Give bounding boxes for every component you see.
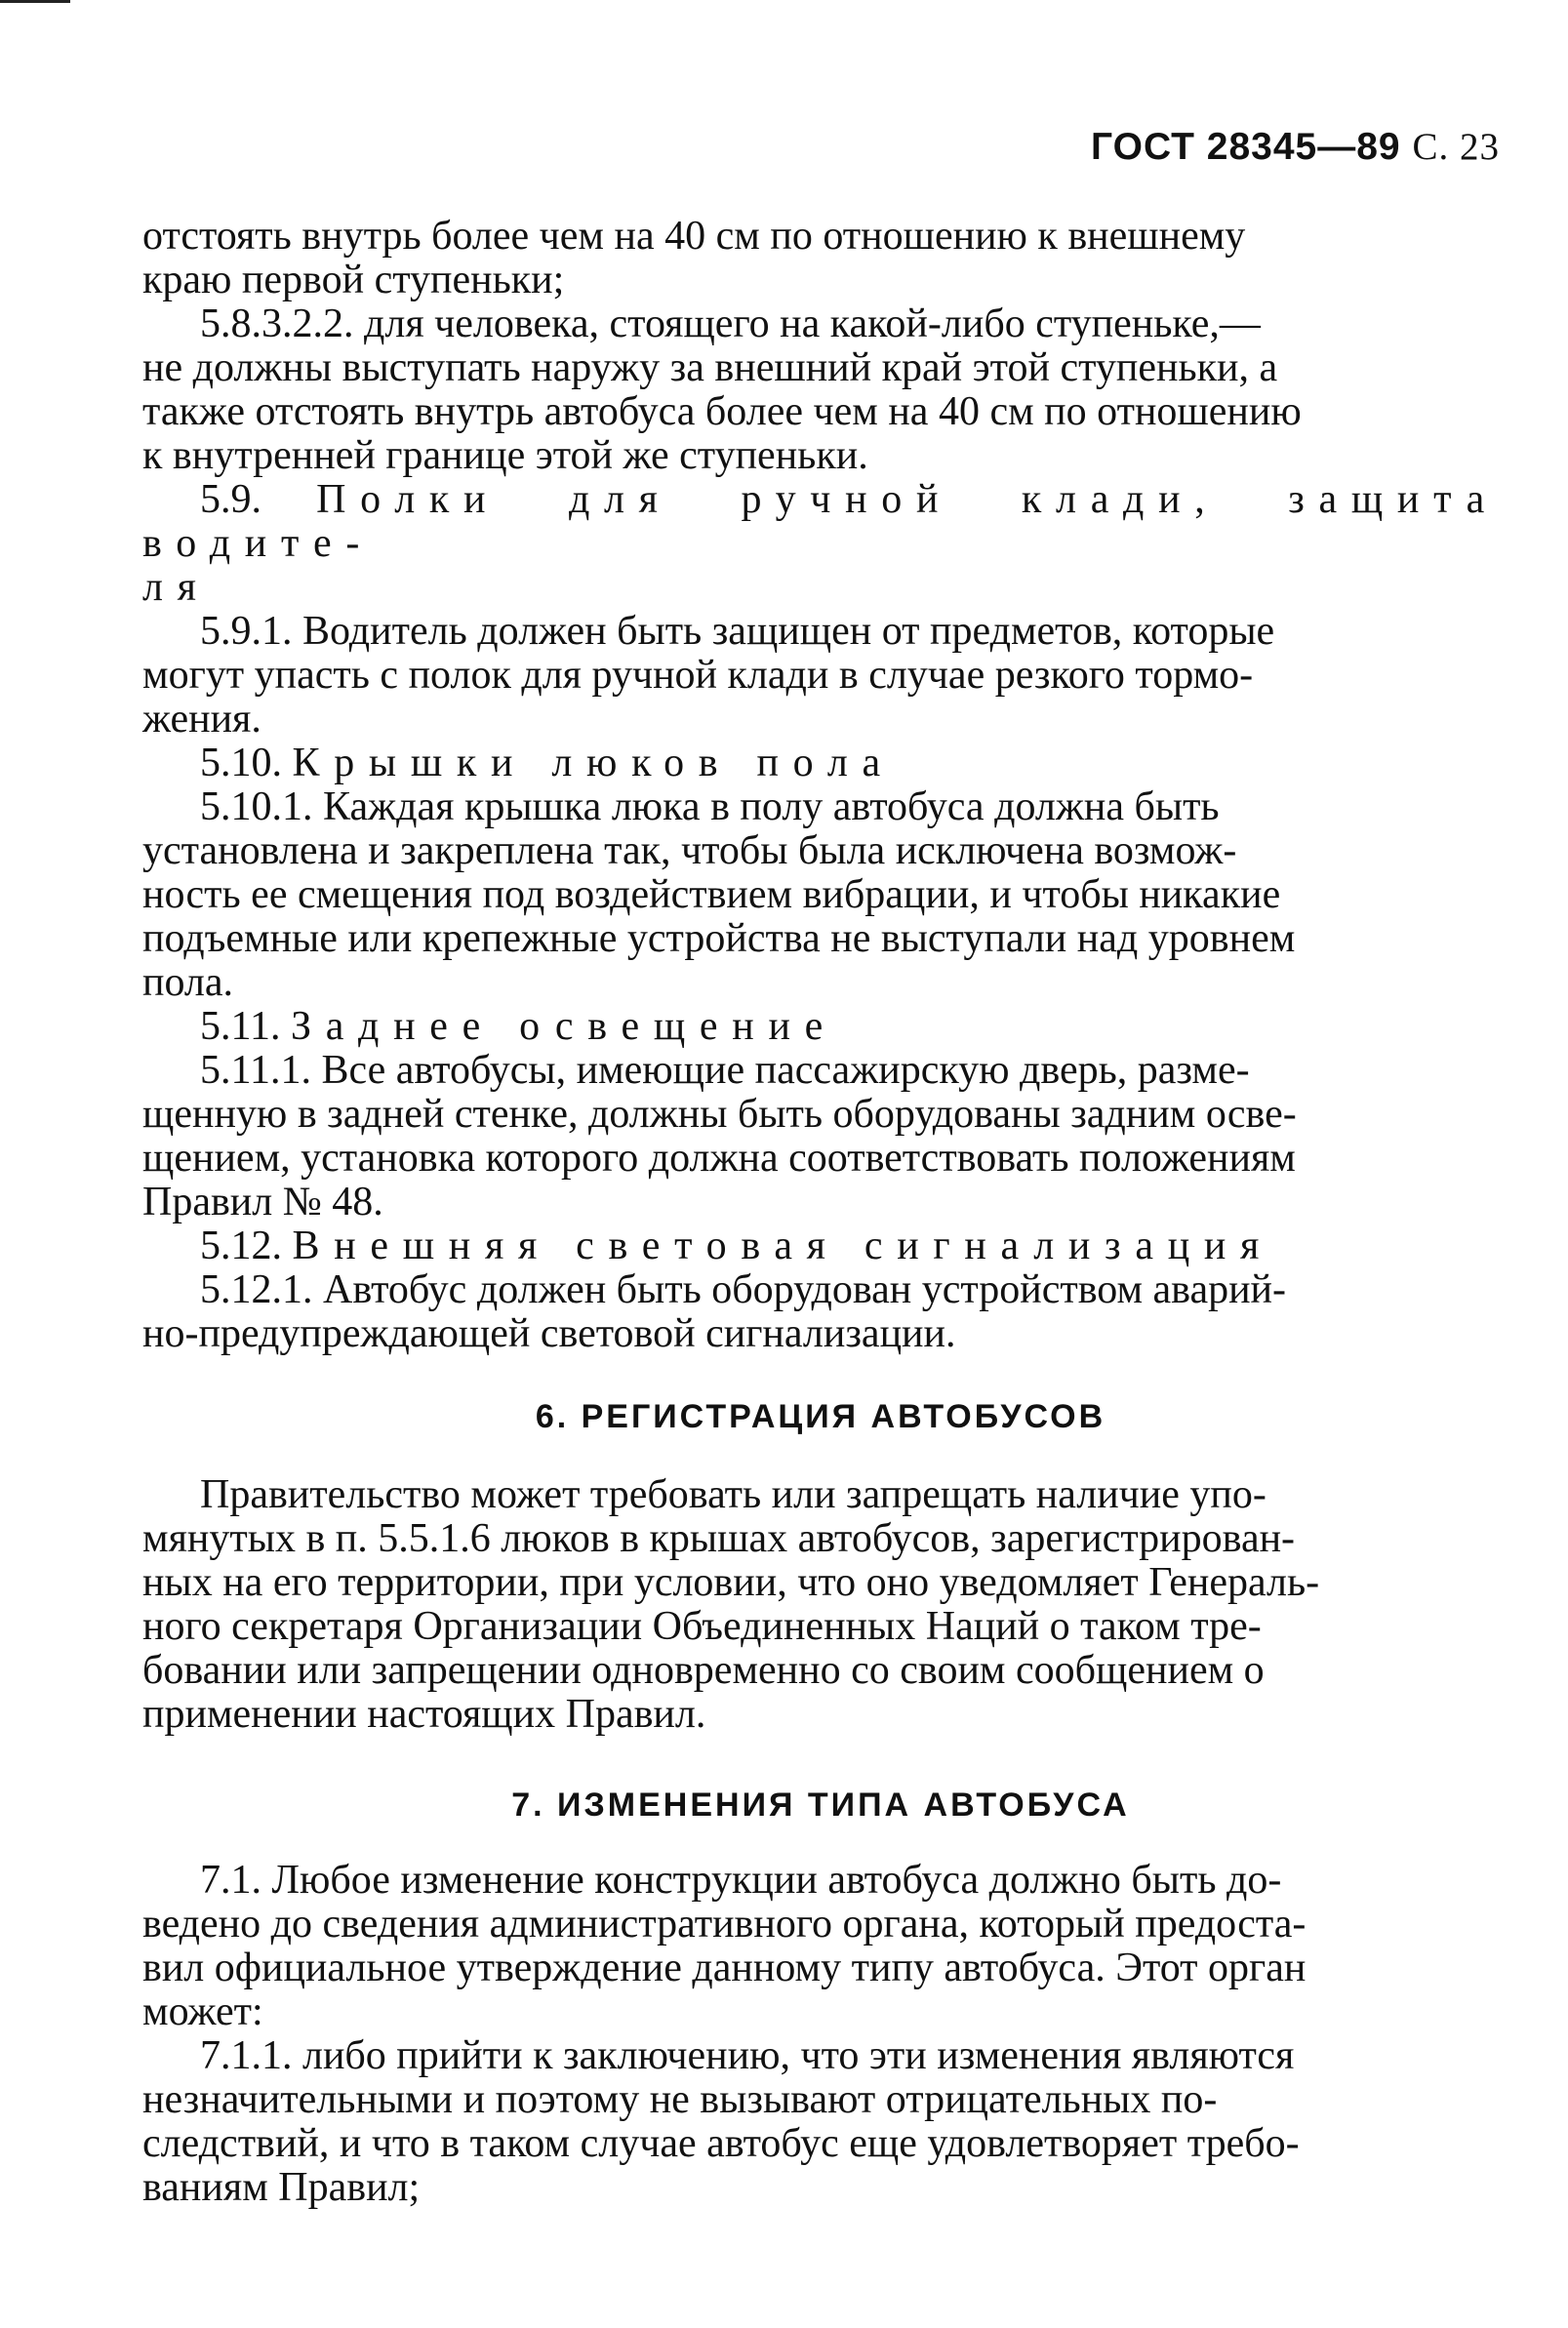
gost-number: ГОСТ 28345—89 bbox=[1091, 126, 1401, 168]
text-line: ных на его территории, при условии, что оно уведомляет Генераль- bbox=[142, 1560, 1320, 1605]
text-line: следствий, и что в таком случае автобус еще удовлетворяет требо- bbox=[142, 2121, 1300, 2166]
paragraph-5-12-1 bbox=[142, 1268, 1499, 1356]
text-line: отстоять внутрь более чем на 40 см по отношению к внешнему bbox=[142, 214, 1246, 259]
text-line: применении настоящих Правил. bbox=[142, 1692, 706, 1737]
text-line: щенную в задней стенке, должны быть оборудованы задним осве- bbox=[142, 1092, 1297, 1137]
text-line: подъемные или крепежные устройства не выступали над уровнем bbox=[142, 916, 1296, 961]
heading-title: Заднее освещение bbox=[290, 1004, 837, 1049]
text-line: 5.12.1. Автобус должен быть оборудован устройством аварий- bbox=[200, 1267, 1287, 1312]
paragraph-7-1 bbox=[142, 1859, 1499, 2034]
paragraph-6 bbox=[142, 1473, 1499, 1737]
heading-5-9 bbox=[142, 478, 1499, 610]
paragraph-5-10-1 bbox=[142, 785, 1499, 1005]
text-line: бовании или запрещении одновременно со своим сообщением о bbox=[142, 1648, 1265, 1693]
text-line: ного секретаря Организации Объединенных Наций о таком тре- bbox=[142, 1604, 1262, 1649]
paragraph-5-9-1 bbox=[142, 610, 1499, 742]
text-line: щением, установка которого должна соответствовать положениям bbox=[142, 1136, 1296, 1181]
section-7-heading: 7. ИЗМЕНЕНИЯ ТИПА АВТОБУСА bbox=[511, 1786, 1130, 1824]
heading-title: Полки для ручной клади, защита водите- bbox=[142, 477, 1499, 566]
text-line: 7.1.1. либо прийти к заключению, что эти изменения являются bbox=[200, 2033, 1295, 2078]
text-line: ность ее смещения под воздействием вибрации, и чтобы никакие bbox=[142, 872, 1281, 917]
text-line: ваниям Правил; bbox=[142, 2165, 421, 2210]
heading-title: Крышки люков пола bbox=[292, 741, 895, 785]
heading-number: 5.9. bbox=[200, 477, 261, 522]
text-line: краю первой ступеньки; bbox=[142, 258, 565, 302]
text-line: к внутренней границе этой же ступеньки. bbox=[142, 433, 868, 478]
text-line: жения. bbox=[142, 697, 261, 742]
section-6-heading: 6. РЕГИСТРАЦИЯ АВТОБУСОВ bbox=[535, 1398, 1106, 1435]
section-5-text bbox=[142, 215, 1499, 1356]
text-line: установлена и закреплена так, чтобы была исключена возмож- bbox=[142, 828, 1237, 873]
text-line: 5.9.1. Водитель должен быть защищен от предметов, которые bbox=[200, 609, 1275, 654]
text-line: 5.8.3.2.2. для человека, стоящего на какой-либо ступеньке,— bbox=[200, 301, 1261, 346]
heading-number: 5.11. bbox=[200, 1004, 281, 1049]
heading-5-10 bbox=[142, 742, 1499, 785]
text-line: но-предупреждающей световой сигнализации. bbox=[142, 1311, 956, 1356]
text-line: может: bbox=[142, 1989, 263, 2034]
text-line: также отстоять внутрь автобуса более чем на 40 см по отношению bbox=[142, 389, 1302, 434]
paragraph-7-1-1 bbox=[142, 2034, 1499, 2210]
paragraph-5-11-1 bbox=[142, 1049, 1499, 1224]
text-line: ведено до сведения административного органа, который предоста- bbox=[142, 1902, 1307, 1947]
text-line: незначительными и поэтому не вызывают отрицательных по- bbox=[142, 2077, 1218, 2122]
page-header bbox=[1091, 125, 1500, 169]
text-line: мянутых в п. 5.5.1.6 люков в крышах автобусов, зарегистрирован- bbox=[142, 1516, 1296, 1561]
text-line: Правительство может требовать или запрещать наличие упо- bbox=[200, 1472, 1266, 1517]
text-line: 5.11.1. Все автобусы, имеющие пассажирскую дверь, разме- bbox=[200, 1048, 1250, 1093]
text-line: пола. bbox=[142, 960, 234, 1005]
paragraph-5-8-3-2-2 bbox=[142, 302, 1499, 478]
paragraph-continuation bbox=[142, 215, 1499, 302]
text-line: могут упасть с полок для ручной клади в случае резкого тормо- bbox=[142, 653, 1254, 698]
scan-corner-mark bbox=[0, 0, 70, 3]
page-number: С. 23 bbox=[1412, 126, 1500, 168]
text-line: вил официальное утверждение данному типу автобуса. Этот орган bbox=[142, 1946, 1307, 1990]
heading-title: Внешняя световая сигнализация bbox=[292, 1224, 1274, 1268]
text-line: 5.10.1. Каждая крышка люка в полу автобуса должна быть bbox=[200, 784, 1220, 829]
heading-continuation: ля bbox=[142, 565, 211, 610]
heading-5-12 bbox=[142, 1224, 1499, 1268]
heading-number: 5.12. bbox=[200, 1224, 282, 1268]
text-line: 7.1. Любое изменение конструкции автобуса должно быть до- bbox=[200, 1858, 1282, 1903]
heading-5-11 bbox=[142, 1005, 1499, 1049]
heading-number: 5.10. bbox=[200, 741, 282, 785]
text-line: Правил № 48. bbox=[142, 1180, 383, 1224]
section-6-text bbox=[142, 1473, 1499, 1737]
section-7-text bbox=[142, 1859, 1499, 2210]
text-line: не должны выступать наружу за внешний край этой ступеньки, а bbox=[142, 345, 1278, 390]
